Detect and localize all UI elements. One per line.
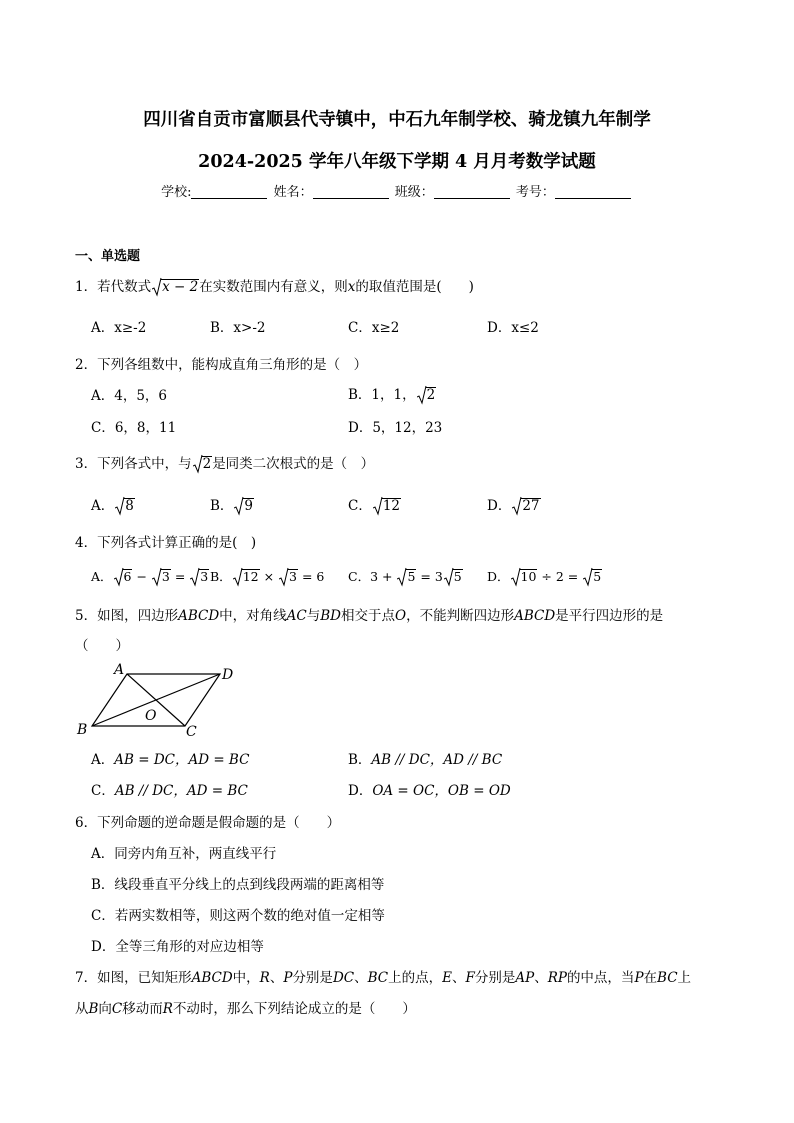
- sqrt-expression: [190, 569, 209, 584]
- q2-option-c[interactable]: C．6，8，11: [91, 420, 177, 436]
- q5-option-b[interactable]: [348, 748, 502, 768]
- q1-option-b[interactable]: B．x>-2: [210, 320, 266, 336]
- option-label: A．: [91, 752, 115, 768]
- q1-option-d[interactable]: D．x≤2: [487, 320, 539, 336]
- option-label: B．: [348, 752, 372, 768]
- q7-text: 向: [98, 1001, 112, 1017]
- q6-option-a[interactable]: A．同旁内角互补，两直线平行: [91, 846, 277, 862]
- option-math: OA = OC，OB = OD: [372, 783, 511, 799]
- name-label: 姓名：: [273, 185, 313, 200]
- q3-option-d[interactable]: [487, 494, 541, 514]
- option-label: A．: [91, 569, 113, 584]
- q6-option-d[interactable]: D．全等三角形的对应边相等: [91, 939, 264, 955]
- q7-text: 中，: [232, 970, 260, 986]
- q7-text: 、: [269, 970, 284, 986]
- sqrt-expression: [152, 569, 171, 584]
- operator: ×: [259, 569, 279, 584]
- equals: = 6: [297, 569, 325, 584]
- q2-option-d[interactable]: D．5，12，23: [348, 420, 443, 436]
- question-4: 4．下列各式计算正确的是( ): [75, 535, 257, 551]
- option-label: C．: [348, 498, 372, 514]
- q7-text: 、: [451, 970, 466, 986]
- option-label: A．: [91, 498, 115, 514]
- q5-math: O: [395, 608, 407, 624]
- q7-math: BC: [367, 970, 389, 986]
- q7-text: 分别是: [292, 970, 333, 986]
- q3-option-a[interactable]: [91, 494, 135, 514]
- q7-math: C: [111, 1001, 123, 1017]
- question-1: [75, 275, 474, 295]
- q1-option-a[interactable]: A．x≥-2: [91, 320, 147, 336]
- q5-math: ABCD: [514, 608, 556, 624]
- sqrt-expression: [152, 279, 199, 295]
- q5-text: 与: [306, 608, 321, 624]
- option-math: AB = DC，AD = BC: [114, 752, 250, 768]
- q6-option-c[interactable]: C．若两实数相等，则这两个数的绝对值一定相等: [91, 908, 385, 924]
- student-info-row: [0, 181, 794, 200]
- q7-math: F: [465, 970, 475, 986]
- q2-b-radicand: 2: [426, 387, 436, 403]
- class-label: 班级：: [394, 185, 434, 200]
- q5-option-d[interactable]: [348, 779, 511, 799]
- option-label: C．: [91, 783, 115, 799]
- exam-number-blank[interactable]: [555, 185, 631, 199]
- q5-math: ABCD: [178, 608, 220, 624]
- q2-option-b-text: B．1，1，: [348, 387, 416, 403]
- q7-math: DC: [332, 970, 355, 986]
- option-label: D．: [487, 498, 512, 514]
- q4-option-d[interactable]: [487, 567, 602, 585]
- q4-option-b[interactable]: [210, 567, 324, 585]
- sqrt-expression: [279, 569, 298, 584]
- vertex-label-d: D: [222, 667, 234, 683]
- q7-text: 、: [534, 970, 548, 986]
- q2-option-b[interactable]: [348, 383, 436, 403]
- q5-option-c[interactable]: [91, 779, 248, 799]
- expression: 3 +: [370, 569, 397, 584]
- radicand: 9: [244, 498, 254, 514]
- q3-radicand: 2: [202, 456, 212, 472]
- q7-text: 分别是: [474, 970, 516, 986]
- q5-answer-paren: （ ）: [75, 638, 129, 654]
- radicand: 27: [522, 498, 540, 514]
- radicand: 5: [407, 569, 416, 584]
- option-label: D．: [348, 783, 373, 799]
- vertex-label-b: B: [77, 722, 88, 738]
- q1-option-c[interactable]: C．x≥2: [348, 320, 400, 336]
- radicand: 8: [125, 498, 134, 514]
- parallelogram-figure: [72, 658, 242, 740]
- q7-text: 不动时，那么下列结论成立的是（ ）: [172, 1001, 416, 1017]
- q5-text: 中，对角线: [219, 608, 287, 624]
- q7-math: ABCD: [191, 970, 233, 986]
- option-label: C．: [348, 569, 371, 584]
- section-heading: 一、单选题: [75, 249, 141, 264]
- q7-math: B: [88, 1001, 99, 1017]
- q7-math: E: [442, 970, 452, 986]
- radicand: 12: [242, 569, 259, 584]
- q7-text: 的中点，当: [566, 970, 635, 986]
- radicand: 5: [453, 569, 462, 584]
- radicand: 3: [200, 569, 209, 584]
- school-blank[interactable]: [191, 185, 267, 199]
- operator: ÷ 2 =: [537, 569, 583, 584]
- option-label: B．: [210, 498, 234, 514]
- exam-title-line1: 四川省自贡市富顺县代寺镇中，中石九年制学校、骑龙镇九年制学: [143, 110, 651, 130]
- question-6: 6．下列命题的逆命题是假命题的是（ ）: [75, 815, 341, 831]
- sqrt-expression: [583, 569, 602, 584]
- sqrt-expression: [193, 456, 213, 472]
- operator: −: [132, 569, 151, 584]
- name-blank[interactable]: [313, 185, 389, 199]
- exam-title-line2: 2024-2025 学年八年级下学期 4 月月考数学试题: [198, 152, 596, 172]
- q2-option-a[interactable]: A．4，5，6: [91, 388, 168, 404]
- q7-math: P: [634, 970, 644, 986]
- vertex-label-a: A: [114, 662, 125, 678]
- q7-math: P: [283, 970, 293, 986]
- radicand: 6: [123, 569, 132, 584]
- q1-prefix: 1．若代数式: [75, 279, 152, 295]
- q4-option-a[interactable]: [91, 567, 209, 585]
- question-2: 2．下列各组数中，能构成直角三角形的是（ ）: [75, 357, 368, 373]
- q3-prefix: 3．下列各式中，与: [75, 456, 192, 472]
- radicand: 12: [382, 498, 401, 514]
- sqrt-expression: [511, 569, 538, 584]
- class-blank[interactable]: [434, 185, 510, 199]
- q7-text: 移动而: [122, 1001, 163, 1017]
- q7-math: AP: [515, 970, 535, 986]
- option-math: AB // DC，AD = BC: [114, 783, 248, 799]
- q1-variable: x: [347, 279, 356, 295]
- q1-suffix2: 的取值范围是( ): [355, 279, 474, 295]
- q7-text: 、: [354, 970, 368, 986]
- sqrt-expression: [233, 569, 260, 584]
- question-7-line1: [75, 966, 691, 986]
- sqrt-expression: [114, 569, 133, 584]
- sqrt-expression: [234, 498, 254, 514]
- sqrt-expression: [417, 387, 437, 403]
- q5-math: AC: [286, 608, 307, 624]
- option-label: B．: [210, 569, 232, 584]
- question-3: [75, 452, 374, 472]
- q3-suffix: 是同类二次根式的是（ ）: [212, 456, 375, 472]
- option-label: D．: [487, 569, 510, 584]
- sqrt-expression: [397, 569, 416, 584]
- q5-text: ，不能判断四边形: [406, 608, 515, 624]
- q5-text: 5．如图，四边形: [75, 608, 179, 624]
- q6-option-b[interactable]: B．线段垂直平分线上的点到线段两端的距离相等: [91, 877, 385, 893]
- sqrt-expression: [512, 498, 540, 514]
- q5-option-a[interactable]: [91, 748, 249, 768]
- radicand: 5: [593, 569, 602, 584]
- q7-text: 上的点，: [388, 970, 443, 986]
- question-7-line2: [75, 997, 416, 1017]
- option-math: AB // DC，AD // BC: [371, 752, 503, 768]
- q7-math: RP: [547, 970, 567, 986]
- q4-option-c[interactable]: [348, 567, 463, 585]
- q5-math: BD: [320, 608, 342, 624]
- exam-number-label: 考号：: [515, 185, 555, 200]
- equals: =: [170, 569, 190, 584]
- q7-text: 7．如图，已知矩形: [75, 970, 192, 986]
- question-5: [75, 604, 663, 624]
- q1-radicand: x − 2: [162, 279, 199, 295]
- vertex-label-c: C: [186, 724, 197, 740]
- q7-math: R: [162, 1001, 173, 1017]
- q7-math: BC: [657, 970, 678, 986]
- q7-math: R: [259, 970, 270, 986]
- equals: = 3: [416, 569, 443, 584]
- q7-text: 从: [75, 1001, 89, 1017]
- radicand: 3: [289, 569, 297, 584]
- school-label: 学校:: [161, 185, 192, 200]
- q3-option-b[interactable]: [210, 494, 254, 514]
- sqrt-expression: [373, 498, 401, 514]
- q1-suffix: 在实数范围内有意义，则: [199, 279, 348, 295]
- radicand: 3: [161, 569, 170, 584]
- q5-text: 是平行四边形的是: [555, 608, 664, 624]
- sqrt-expression: [115, 498, 135, 514]
- sqrt-expression: [444, 569, 463, 584]
- radicand: 10: [520, 569, 537, 584]
- q7-text: 上: [677, 970, 692, 986]
- q3-option-c[interactable]: [348, 494, 401, 514]
- intersection-label-o: O: [145, 708, 157, 724]
- q7-text: 在: [643, 970, 658, 986]
- q5-text: 相交于点: [341, 608, 396, 624]
